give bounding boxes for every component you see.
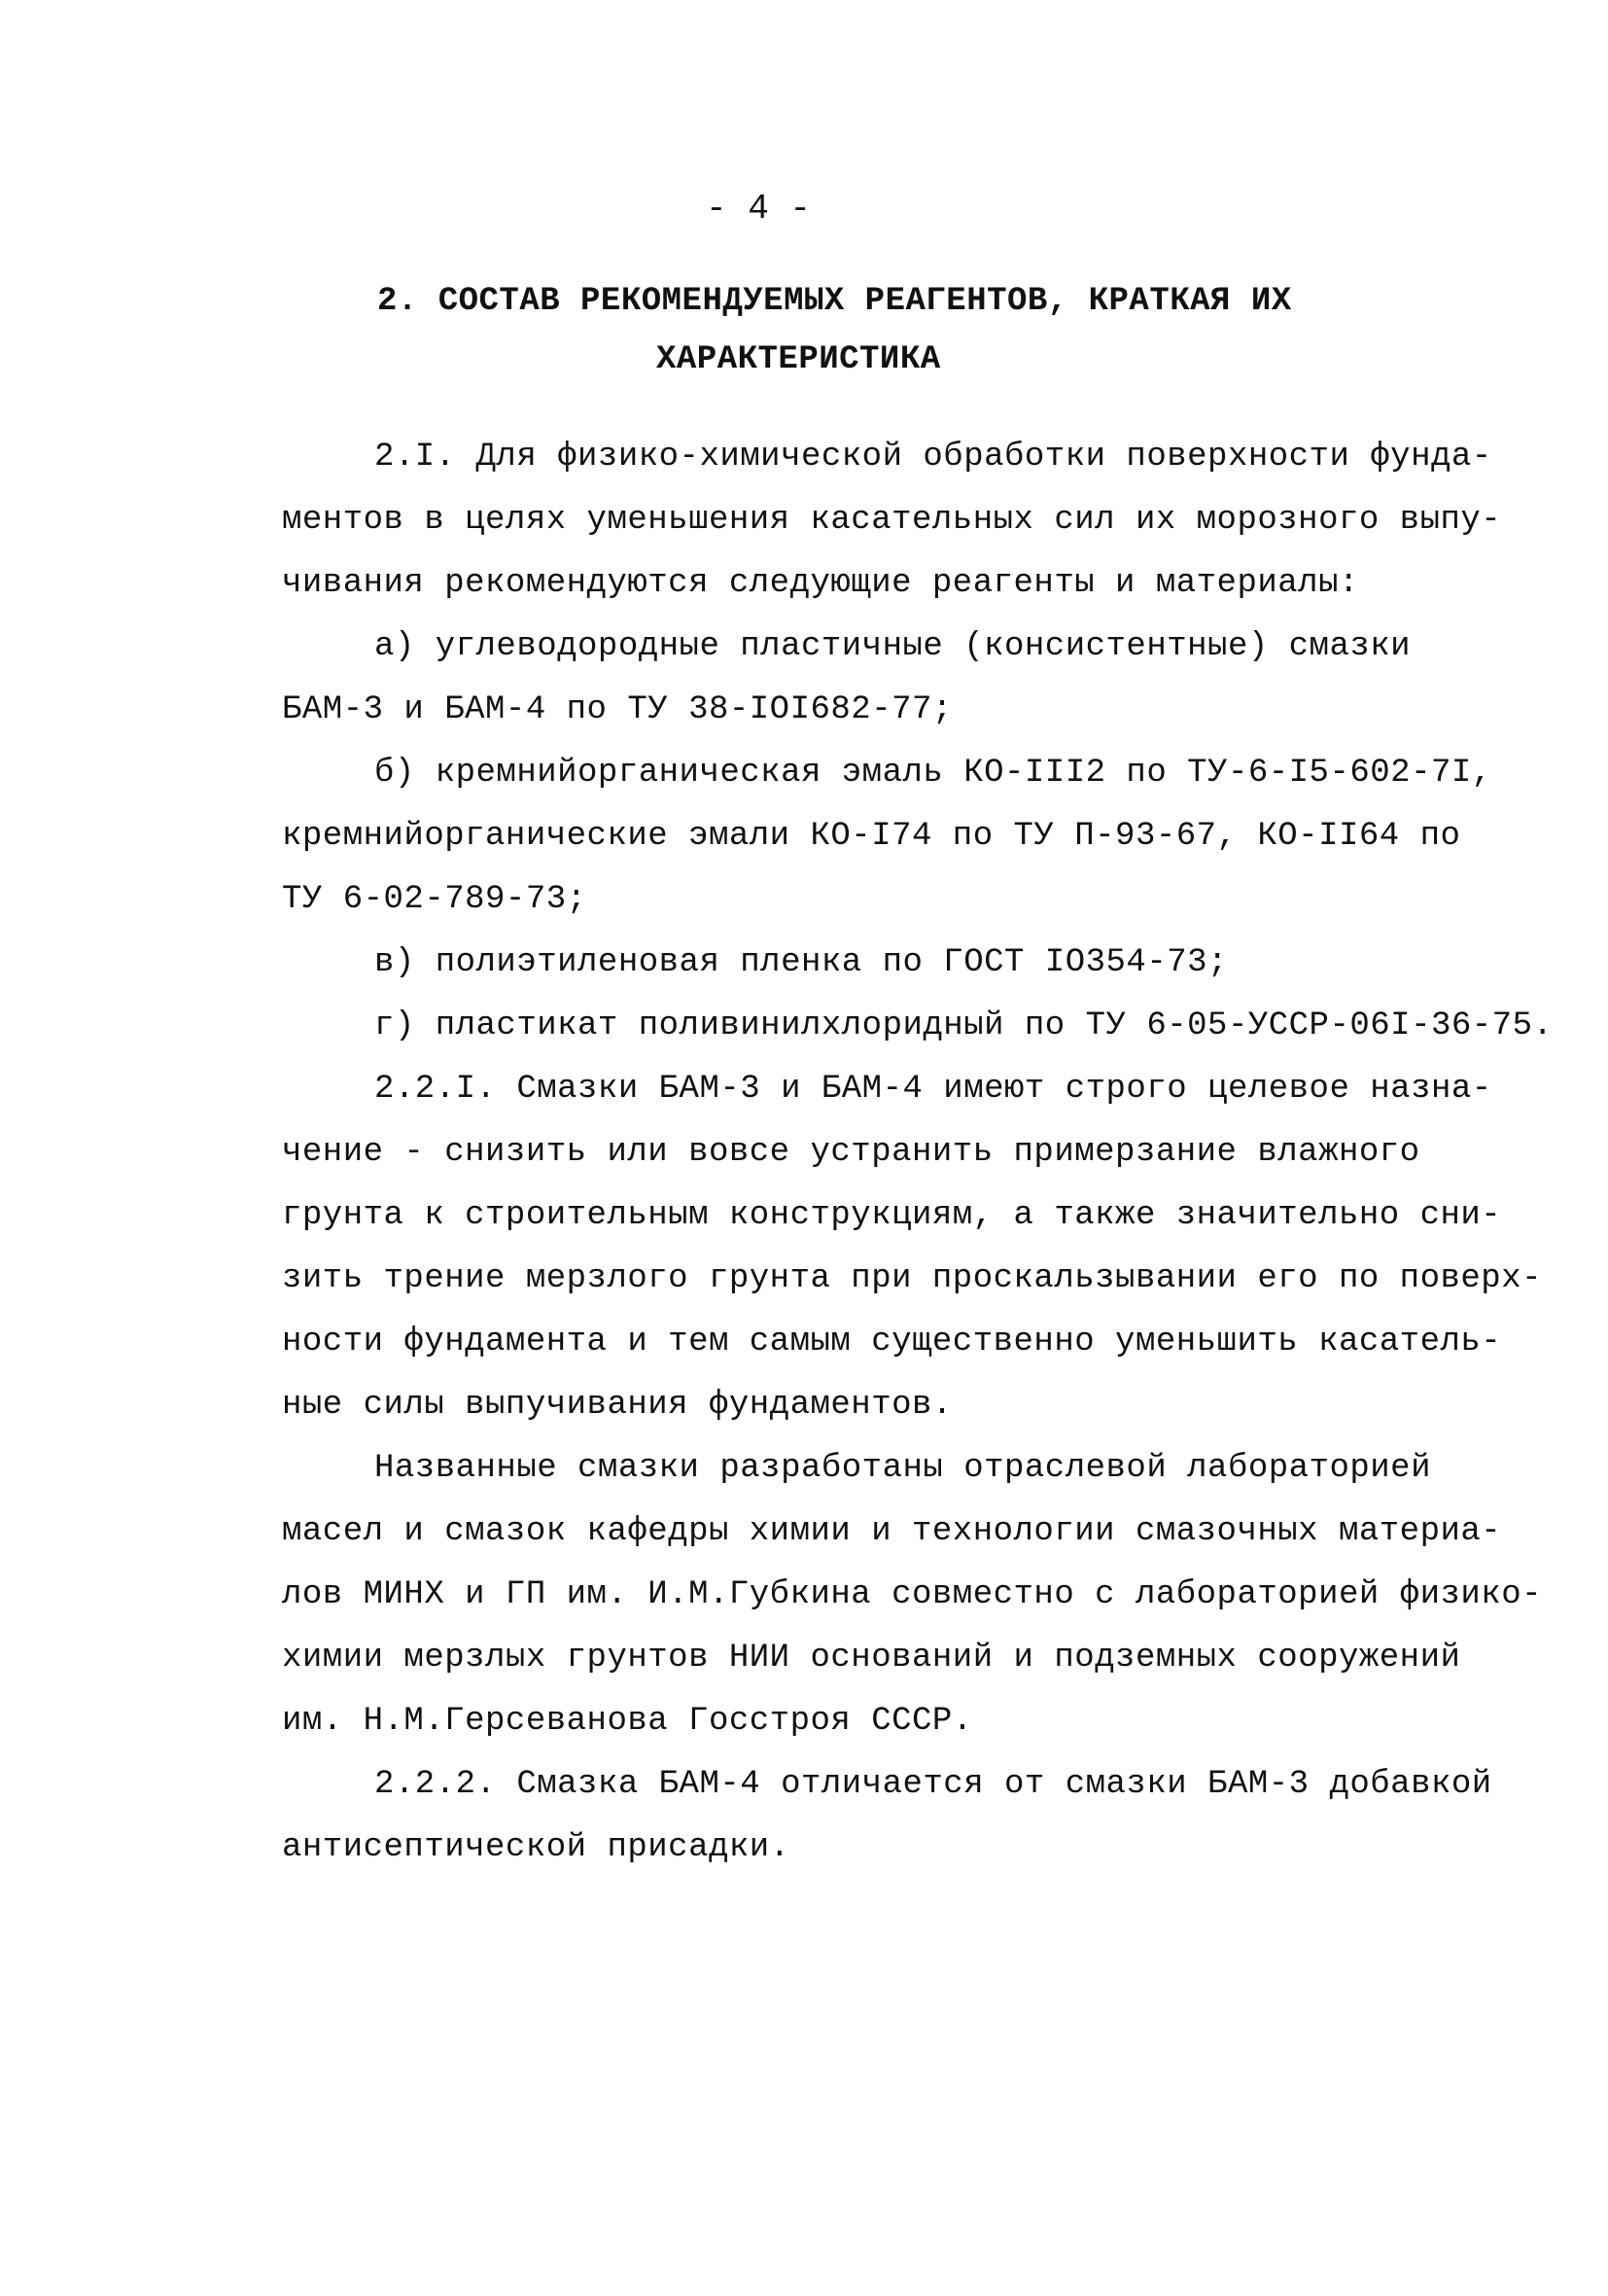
paragraph-developers-line-4: химии мерзлых грунтов НИИ оснований и подземных сооружений	[282, 1640, 1461, 1677]
paragraph-2-2-2-line-2: антисептической присадки.	[282, 1829, 790, 1866]
paragraph-2-2-1-line-3: грунта к строительным конструкциям, а также значительно сни-	[282, 1197, 1502, 1234]
paragraph-developers-line-5: им. Н.М.Герсеванова Госстроя СССР.	[282, 1703, 973, 1740]
page-number: - 4 -	[705, 189, 812, 229]
paragraph-2-2-1-line-5: ности фундамента и тем самым существенно уменьшить касатель-	[282, 1324, 1502, 1360]
paragraph-2-2-1-line-4: зить трение мерзлого грунта при проскальзывании его по поверх-	[282, 1260, 1543, 1297]
paragraph-developers-line-3: лов МИНХ и ГП им. И.М.Губкина совместно с лабораторией физико-	[282, 1576, 1543, 1613]
paragraph-developers-line-2: масел и смазок кафедры химии и технологии смазочных материа-	[282, 1513, 1502, 1550]
list-item-b-line-2: кремнийорганические эмали КО-I74 по ТУ П-93-67, КО-II64 по	[282, 818, 1461, 855]
section-heading-line-2: ХАРАКТЕРИСТИКА	[656, 341, 941, 378]
paragraph-2-1-line-2: ментов в целях уменьшения касательных сил их морозного выпу-	[282, 502, 1502, 539]
list-item-b-line-3: ТУ 6-02-789-73;	[282, 881, 587, 918]
list-item-a-line-2: БАМ-3 и БАМ-4 по ТУ 38-IOI682-77;	[282, 691, 953, 728]
paragraph-2-2-1-line-2: чение - снизить или вовсе устранить примерзание влажного	[282, 1134, 1420, 1171]
paragraph-2-2-1-line-1: 2.2.I. Смазки БАМ-3 и БАМ-4 имеют строго целевое назна-	[374, 1071, 1492, 1108]
list-item-a-line-1: а) углеводородные пластичные (консистентные) смазки	[374, 628, 1412, 665]
section-heading-line-1: 2. СОСТАВ РЕКОМЕНДУЕМЫХ РЕАГЕНТОВ, КРАТКАЯ ИХ	[377, 283, 1292, 320]
list-item-v: в) полиэтиленовая пленка по ГОСТ IO354-73;	[374, 944, 1228, 981]
paragraph-2-1-line-1: 2.I. Для физико-химической обработки поверхности фунда-	[374, 439, 1492, 476]
paragraph-2-1-line-3: чивания рекомендуются следующие реагенты и материалы:	[282, 565, 1359, 602]
paragraph-2-2-1-line-6: ные силы выпучивания фундаментов.	[282, 1387, 953, 1424]
paragraph-2-2-2-line-1: 2.2.2. Смазка БАМ-4 отличается от смазки БАМ-3 добавкой	[374, 1766, 1492, 1803]
paragraph-developers-line-1: Названные смазки разработаны отраслевой лабораторией	[374, 1450, 1431, 1487]
list-item-b-line-1: б) кремнийорганическая эмаль КО-III2 по ТУ-6-I5-602-7I,	[374, 755, 1492, 792]
list-item-g: г) пластикат поливинилхлоридный по ТУ 6-05-УССР-06I-36-75.	[374, 1007, 1554, 1044]
